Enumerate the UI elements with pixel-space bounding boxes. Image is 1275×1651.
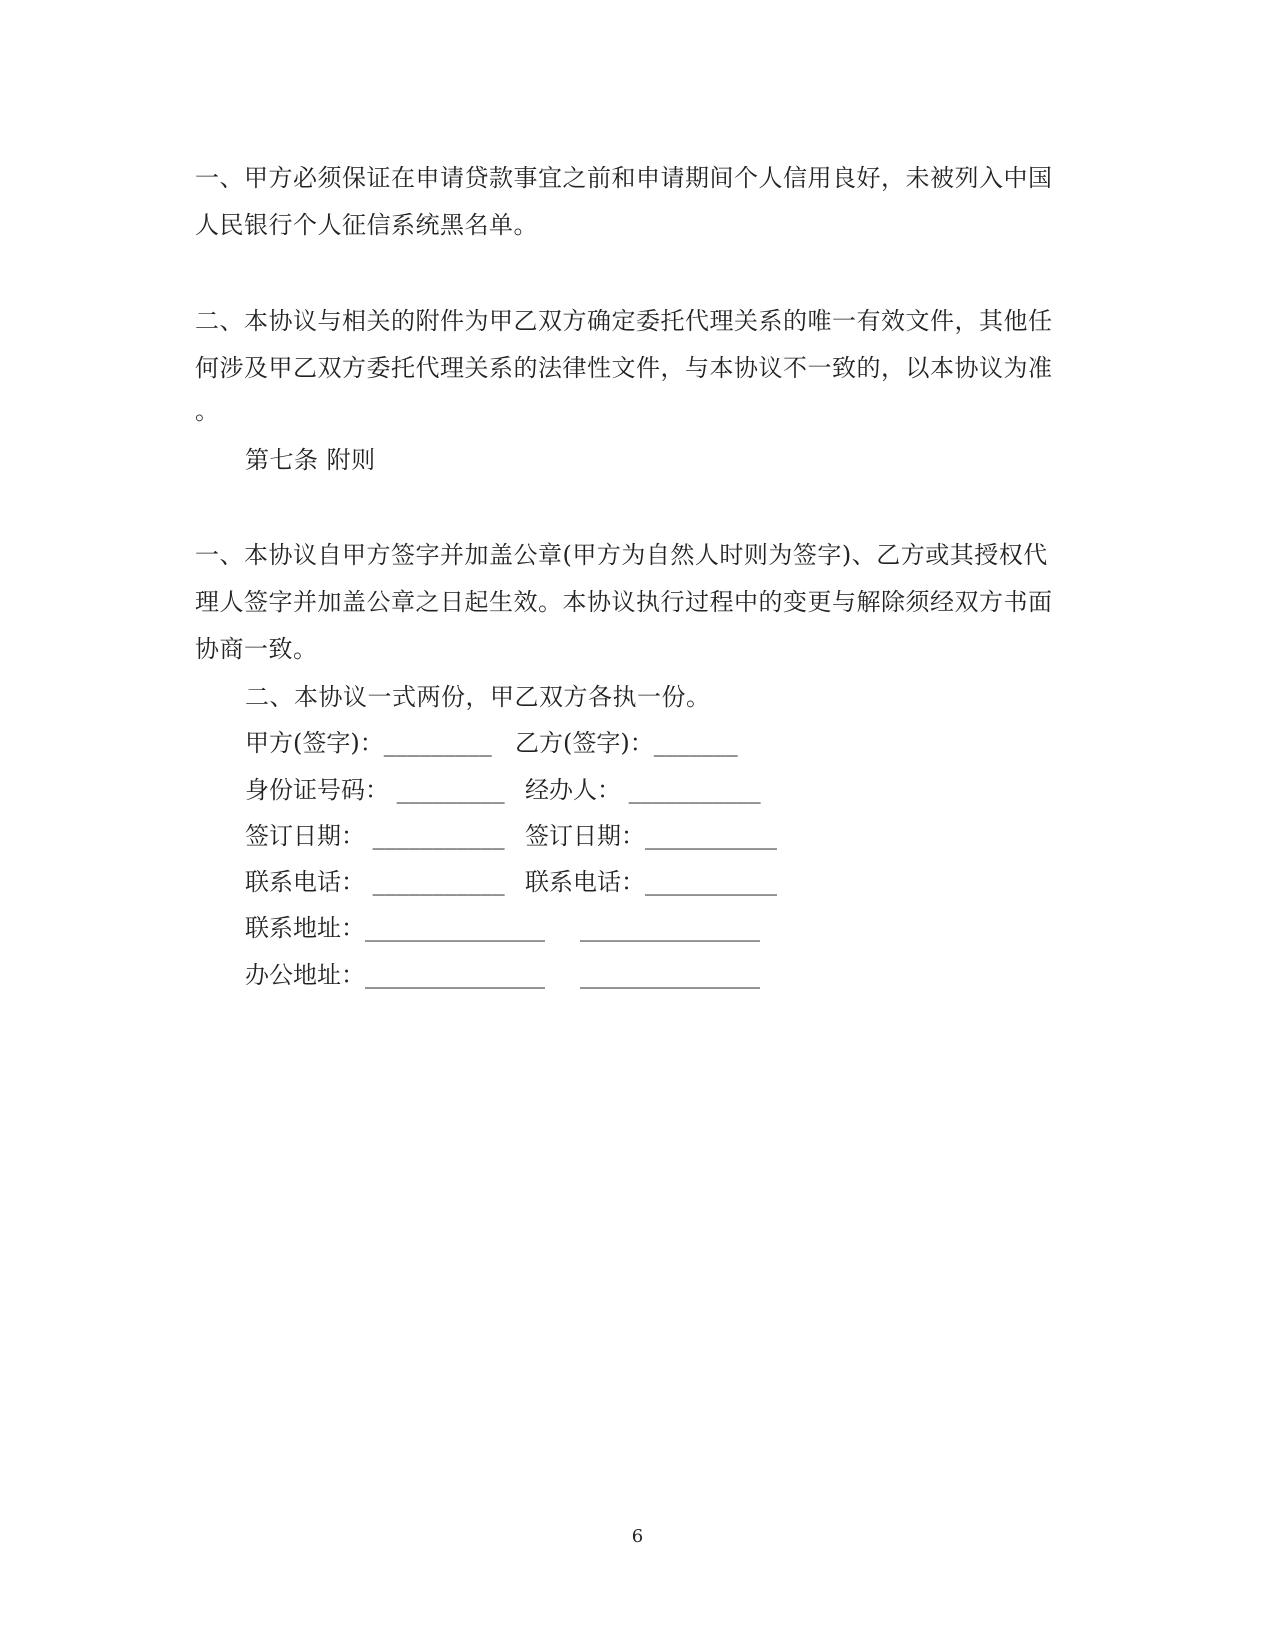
signature-row-party — [245, 728, 738, 758]
article-7-item-2: 二、本协议一式两份，甲乙双方各执一份。 — [245, 683, 711, 711]
office-address-field: 办公地址：_______________ — [245, 961, 545, 989]
clause-2-line-3: 。 — [195, 397, 220, 425]
party-a-sign-date-field: 签订日期： ___________ — [245, 822, 505, 850]
signature-row-office-address — [245, 960, 760, 990]
party-b-sign-date-field: 签订日期：___________ — [525, 822, 777, 850]
signature-row-id — [245, 775, 761, 805]
article-7-heading: 第七条 附则 — [245, 446, 376, 474]
signature-row-contact-address — [245, 913, 760, 943]
article-7-item-1-line-1: 一、本协议自甲方签字并加盖公章(甲方为自然人时则为签字)、乙方或其授权代 — [195, 541, 1048, 569]
party-a-phone-field: 联系电话： ___________ — [245, 868, 505, 896]
handler-field: 经办人： ___________ — [525, 776, 761, 804]
article-7-item-1-line-2: 理人签字并加盖公章之日起生效。本协议执行过程中的变更与解除须经双方书面 — [195, 588, 1053, 616]
signature-row-phone — [245, 867, 777, 897]
article-7-item-1-line-3: 协商一致。 — [195, 635, 318, 663]
signature-row-date — [245, 821, 777, 851]
id-number-field: 身份证号码： _________ — [245, 776, 505, 804]
party-b-signature-field: 乙方(签字)：_______ — [515, 729, 738, 757]
clause-1-line-2: 人民银行个人征信系统黑名单。 — [195, 211, 538, 239]
page-number: 6 — [631, 1526, 644, 1547]
clause-1-line-1: 一、甲方必须保证在申请贷款事宜之前和申请期间个人信用良好，未被列入中国 — [195, 164, 1053, 192]
party-a-signature-field: 甲方(签字)：_________ — [245, 729, 492, 757]
contact-address-field: 联系地址：_______________ — [245, 914, 545, 942]
party-b-phone-field: 联系电话：___________ — [525, 868, 777, 896]
clause-2-line-1: 二、本协议与相关的附件为甲乙双方确定委托代理关系的唯一有效文件，其他任 — [195, 307, 1053, 335]
clause-2-line-2: 何涉及甲乙双方委托代理关系的法律性文件，与本协议不一致的，以本协议为准 — [195, 354, 1053, 382]
office-address-field-right: _______________ — [580, 961, 760, 989]
contact-address-field-right: _______________ — [580, 914, 760, 942]
